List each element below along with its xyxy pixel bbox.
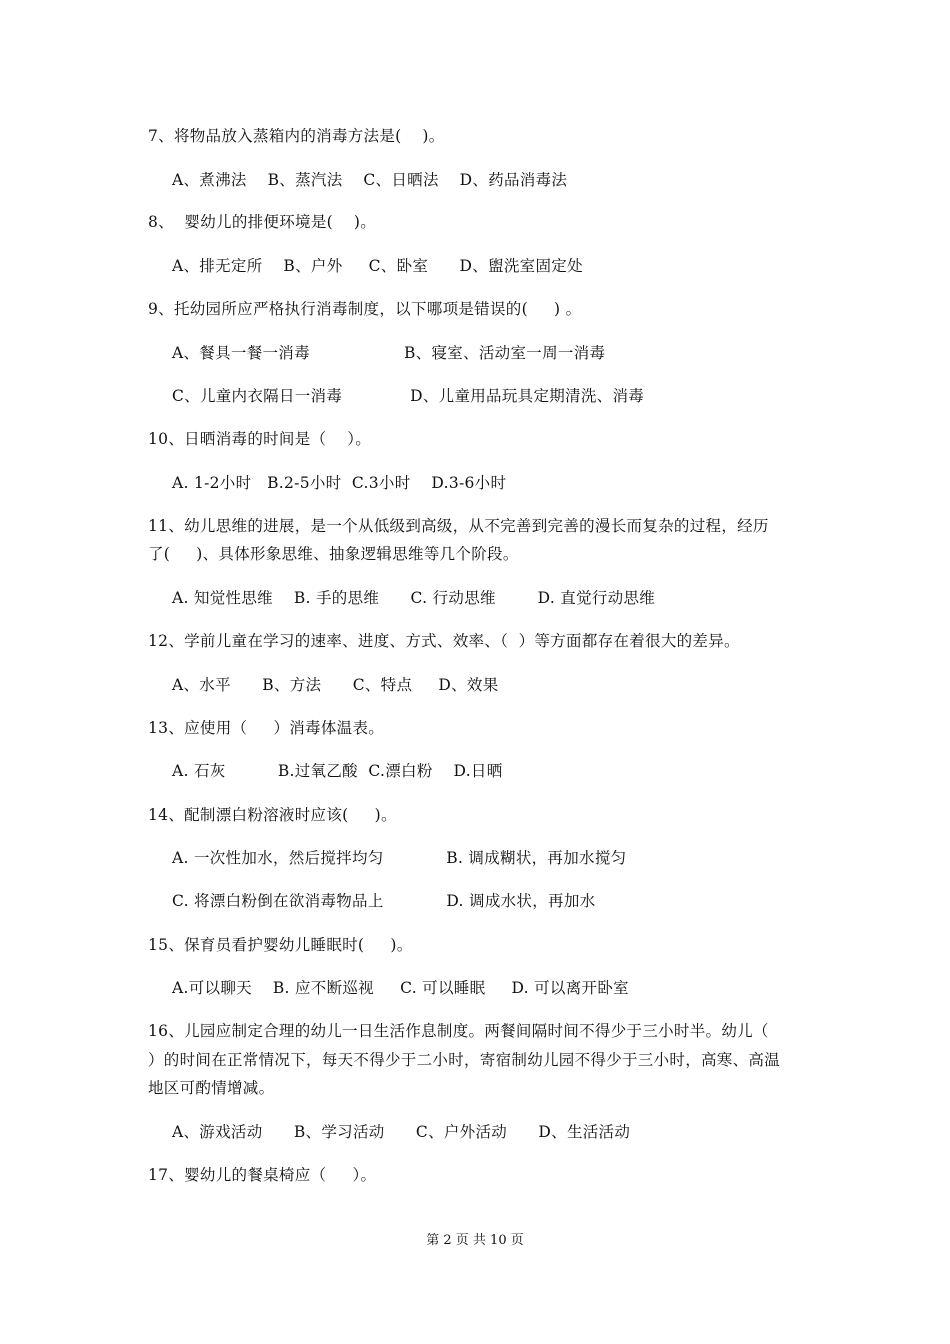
options-8: A、排无定所 B、户外 C、卧室 D、盥洗室固定处 bbox=[172, 257, 583, 275]
page-footer: 第 2 页 共 10 页 bbox=[426, 1233, 524, 1248]
options-10: A. 1-2小时 B.2-5小时 C.3小时 D.3-6小时 bbox=[172, 474, 507, 492]
question-11-line-2: 了( )、具体形象思维、抽象逻辑思维等几个阶段。 bbox=[148, 545, 519, 563]
options-16: A、游戏活动 B、学习活动 C、户外活动 D、生活活动 bbox=[172, 1123, 631, 1141]
options-12: A、水平 B、方法 C、特点 D、效果 bbox=[172, 676, 499, 694]
question-9: 9、托幼园所应严格执行消毒制度，以下哪项是错误的( ) 。 bbox=[148, 300, 582, 318]
question-8: 8、 婴幼儿的排便环境是( )。 bbox=[148, 213, 377, 231]
options-11: A. 知觉性思维 B. 手的思维 C. 行动思维 D. 直觉行动思维 bbox=[172, 589, 656, 607]
options-9-row-1: A、餐具一餐一消毒 B、寝室、活动室一周一消毒 bbox=[172, 344, 606, 362]
question-16-line-2: ）的时间在正常情况下，每天不得少于二小时，寄宿制幼儿园不得少于三小时，高寒、高温 bbox=[148, 1051, 781, 1069]
options-15: A.可以聊天 B. 应不断巡视 C. 可以睡眠 D. 可以离开卧室 bbox=[172, 979, 629, 997]
options-14-row-1: A. 一次性加水，然后搅拌均匀 B. 调成糊状，再加水搅匀 bbox=[172, 849, 627, 867]
options-13: A. 石灰 B.过氧乙酸 C.漂白粉 D.日晒 bbox=[172, 762, 503, 780]
question-17: 17、婴幼儿的餐桌椅应（ ）。 bbox=[148, 1166, 377, 1184]
question-14: 14、配制漂白粉溶液时应该( )。 bbox=[148, 806, 397, 824]
options-14-row-2: C. 将漂白粉倒在欲消毒物品上 D. 调成水状，再加水 bbox=[172, 892, 596, 910]
question-11-line-1: 11、幼儿思维的进展，是一个从低级到高级，从不完善到完善的漫长而复杂的过程，经历 bbox=[148, 517, 769, 535]
question-10: 10、日晒消毒的时间是（ ）。 bbox=[148, 430, 372, 448]
question-16-line-3: 地区可酌情增减。 bbox=[148, 1079, 275, 1097]
question-7: 7、将物品放入蒸箱内的消毒方法是( )。 bbox=[148, 127, 445, 145]
question-16-line-1: 16、儿园应制定合理的幼儿一日生活作息制度。两餐间隔时间不得少于三小时半。幼儿（ bbox=[148, 1022, 769, 1040]
question-12: 12、学前儿童在学习的速率、进度、方式、效率、（ ）等方面都存在着很大的差异。 bbox=[148, 632, 740, 650]
options-9-row-2: C、儿童内衣隔日一消毒 D、儿童用品玩具定期清洗、消毒 bbox=[172, 387, 645, 405]
question-15: 15、保育员看护婴幼儿睡眠时( )。 bbox=[148, 936, 413, 954]
question-13: 13、应使用（ ）消毒体温表。 bbox=[148, 719, 385, 737]
options-7: A、煮沸法 B、蒸汽法 C、日晒法 D、药品消毒法 bbox=[172, 171, 568, 189]
